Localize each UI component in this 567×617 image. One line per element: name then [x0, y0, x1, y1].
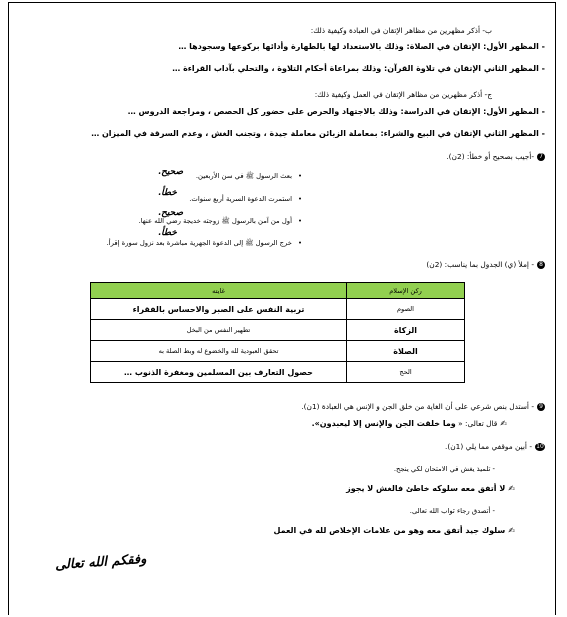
q10-number: 10	[536, 443, 544, 450]
table-row	[91, 299, 465, 320]
cell-pillar: الصوم	[347, 299, 465, 320]
table-header-row	[91, 283, 465, 299]
pen-icon: ✍	[508, 526, 515, 535]
section-c-answer-1: - المظهر الأول: الإتقان في الدراسة: وذلك بالاجتهاد والحرص على حضور كل الحصص ، ومراجعة الدروس …	[127, 107, 545, 116]
section-b-heading: ب- أذكر مظهرين من مظاهر الإتقان في العبادة وكيفية ذلك:	[310, 26, 492, 35]
q7-heading-text: -أجيب بصحيح أو خطأ: (2ن).	[446, 152, 534, 161]
cell-goal: تحقق العبودية لله والخضوع له وبط الصلة به	[91, 341, 347, 362]
section-b-answer-2: - المظهر الثاني الإتقان في تلاوة القرآن: وذلك بمراعاة أحكام التلاوة ، والتحلي بآداب القراءة …	[172, 64, 545, 73]
cell-goal: تربية النفس على الصبر والاحساس بالفقراء	[91, 299, 347, 320]
q8-heading	[426, 260, 545, 269]
pen-icon: ✍	[508, 484, 515, 493]
table-row	[91, 341, 465, 362]
col-header-pillar: ركن الإسلام	[347, 283, 465, 299]
q10-answer-1: ✍لا أتفق معه سلوكه خاطئ فالغش لا يجوز	[346, 484, 515, 493]
q7-heading	[446, 152, 545, 161]
q7-answer-2: خطأ.	[158, 188, 177, 198]
cell-goal: تطهير النفس من البخل	[91, 320, 347, 341]
q8-number: 8	[537, 261, 545, 269]
col-header-goal: غايته	[91, 283, 347, 299]
q7-answer-1: صحيح.	[158, 167, 184, 177]
q10-heading	[445, 442, 545, 451]
q7-item-1: • بعث الرسول ﷺ في سن الأربعين.	[196, 172, 302, 182]
section-c-heading: ج- أذكر مظهرين من مظاهر الإتقان في العمل وكيفية ذلك:	[314, 90, 492, 99]
pillars-table	[90, 282, 465, 383]
q7-item-2: • استمرت الدعوة السرية أربع سنوات.	[189, 195, 302, 203]
table-row	[91, 320, 465, 341]
q10-answer-2: ✍سلوك جيد أتفق معه وهو من علامات الإخلاص لله في العمل	[273, 526, 515, 535]
q10-case-1: - تلميذ يغش في الامتحان لكي ينجح.	[393, 465, 495, 473]
cell-goal: حصول التعارف بين المسلمين ومغفرة الذنوب …	[91, 362, 347, 383]
q7-number: 7	[537, 153, 545, 161]
q9-answer	[312, 419, 507, 428]
q9-answer-prefix: قال تعالى: «	[458, 419, 498, 428]
cell-pillar: الصلاة	[347, 341, 465, 362]
q7-item-3: • أول من آمن بالرسول ﷺ زوجته خديجة رضي الله عنها.	[139, 217, 302, 227]
q9-number: 9	[537, 403, 545, 411]
q9-answer-verse: وما خلقت الجن والإنس إلا ليعبدون».	[311, 419, 456, 428]
section-c-answer-2: - المظهر الثاني الإتقان في البيع والشراء: بمعاملة الزبائن معاملة جيدة ، وتجنب الغش ، وعدم السرقة في الميزان …	[91, 129, 545, 138]
cell-pillar: الحج	[347, 362, 465, 383]
q7-item-4: • خرج الرسول ﷺ إلى الدعوة الجهرية مباشرة بعد نزول سورة إقرأ.	[107, 239, 302, 249]
cell-pillar: الزكاة	[347, 320, 465, 341]
q10-case-2: - أتصدق رجاء ثواب الله تعالى.	[409, 507, 495, 515]
q10-heading-text: - أبين موقفي مما يلي (1ن).	[445, 442, 532, 451]
q7-answer-4: خطأ.	[158, 228, 177, 238]
q7-answer-3: صحيح.	[158, 208, 184, 218]
q8-heading-text: - إملأ (ي) الجدول بما يناسب: (2ن)	[426, 260, 534, 269]
table-row	[91, 362, 465, 383]
q9-heading-text: - أستدل بنص شرعي على أن الغاية من خلق الجن و الإنس هي العبادة (1ن).	[301, 402, 534, 411]
section-b-answer-1: - المظهر الأول: الإتقان في الصلاة: وذلك بالاستعداد لها بالطهارة وأدائها بركوعها وسجودها …	[178, 42, 545, 51]
q9-heading	[301, 402, 545, 411]
closing-signature: وفقكم الله تعالى	[54, 551, 147, 574]
pen-icon: ✍	[500, 419, 507, 428]
